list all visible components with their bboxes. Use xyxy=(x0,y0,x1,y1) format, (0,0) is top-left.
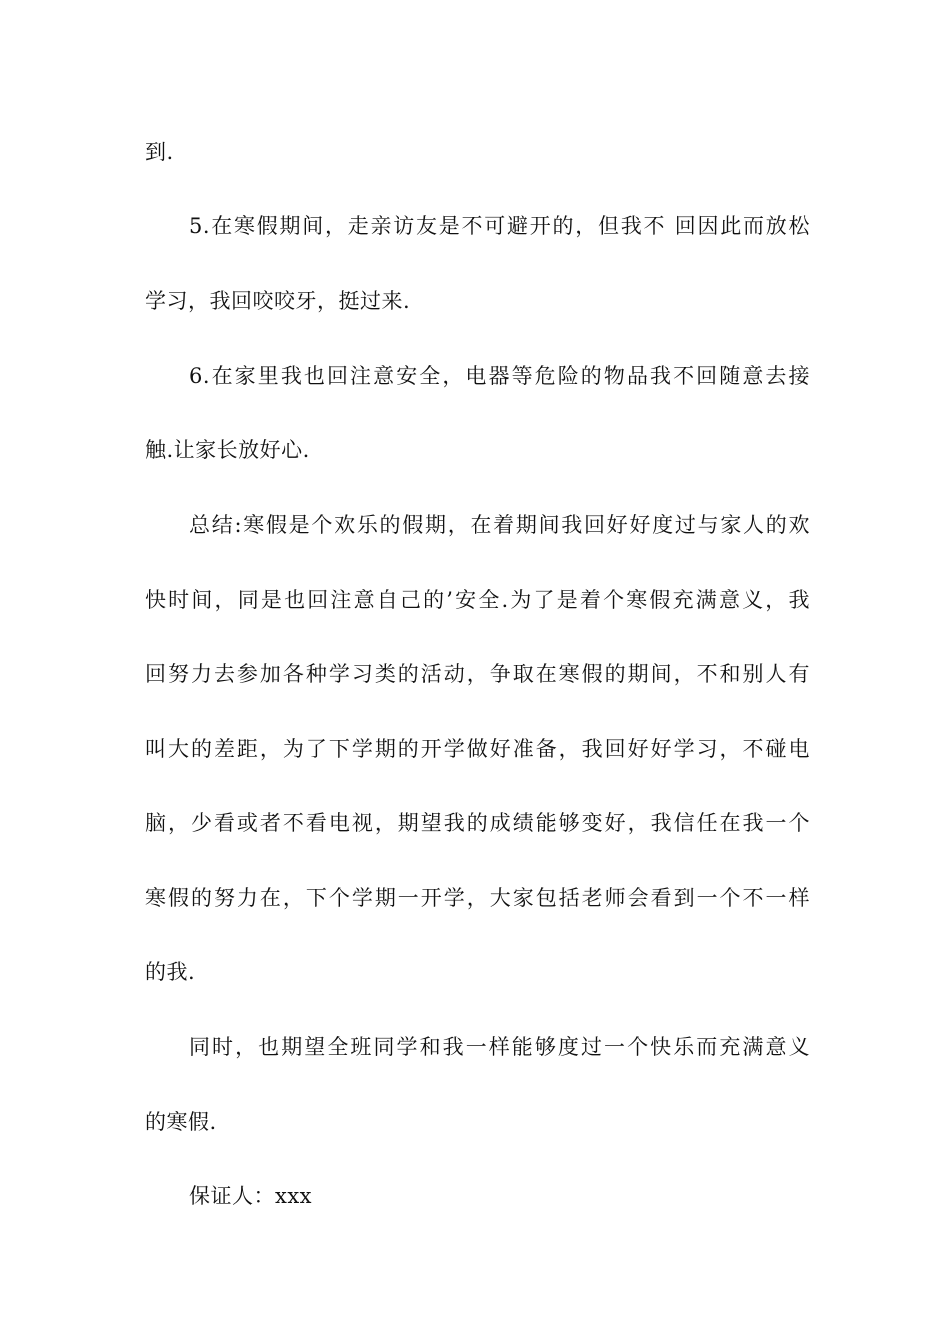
summary-line-3: 回努力去参加各种学习类的活动，争取在寒假的期间，不和别人有 xyxy=(145,662,810,686)
summary-line-6: 寒假的努力在，下个学期一开学，大家包括老师会看到一个不一样 xyxy=(145,886,810,910)
summary-line-4: 叫大的差距，为了下学期的开学做好准备，我回好好学习，不碰电 xyxy=(145,737,810,761)
item-6-line-2: 触.让家长放好心. xyxy=(145,438,310,462)
text-line-continuation: 到. xyxy=(145,140,174,164)
closing-line-2: 的寒假. xyxy=(145,1110,217,1134)
item-5-line-1: 5.在寒假期间，走亲访友是不可避开的，但我不 回因此而放松 xyxy=(189,214,810,238)
guarantor-signature: 保证人：xxx xyxy=(189,1184,313,1208)
summary-line-1: 总结:寒假是个欢乐的假期，在着期间我回好好度过与家人的欢 xyxy=(189,513,810,537)
item-6-line-1: 6.在家里我也回注意安全，电器等危险的物品我不回随意去接 xyxy=(189,364,810,388)
summary-line-2: 快时间，同是也回注意自己的’安全.为了是着个寒假充满意义，我 xyxy=(145,588,810,612)
summary-line-7: 的我. xyxy=(145,960,196,984)
item-5-line-2: 学习，我回咬咬牙，挺过来. xyxy=(145,289,411,313)
closing-line-1: 同时，也期望全班同学和我一样能够度过一个快乐而充满意义 xyxy=(189,1035,810,1059)
summary-line-5: 脑，少看或者不看电视，期望我的成绩能够变好，我信任在我一个 xyxy=(145,811,810,835)
